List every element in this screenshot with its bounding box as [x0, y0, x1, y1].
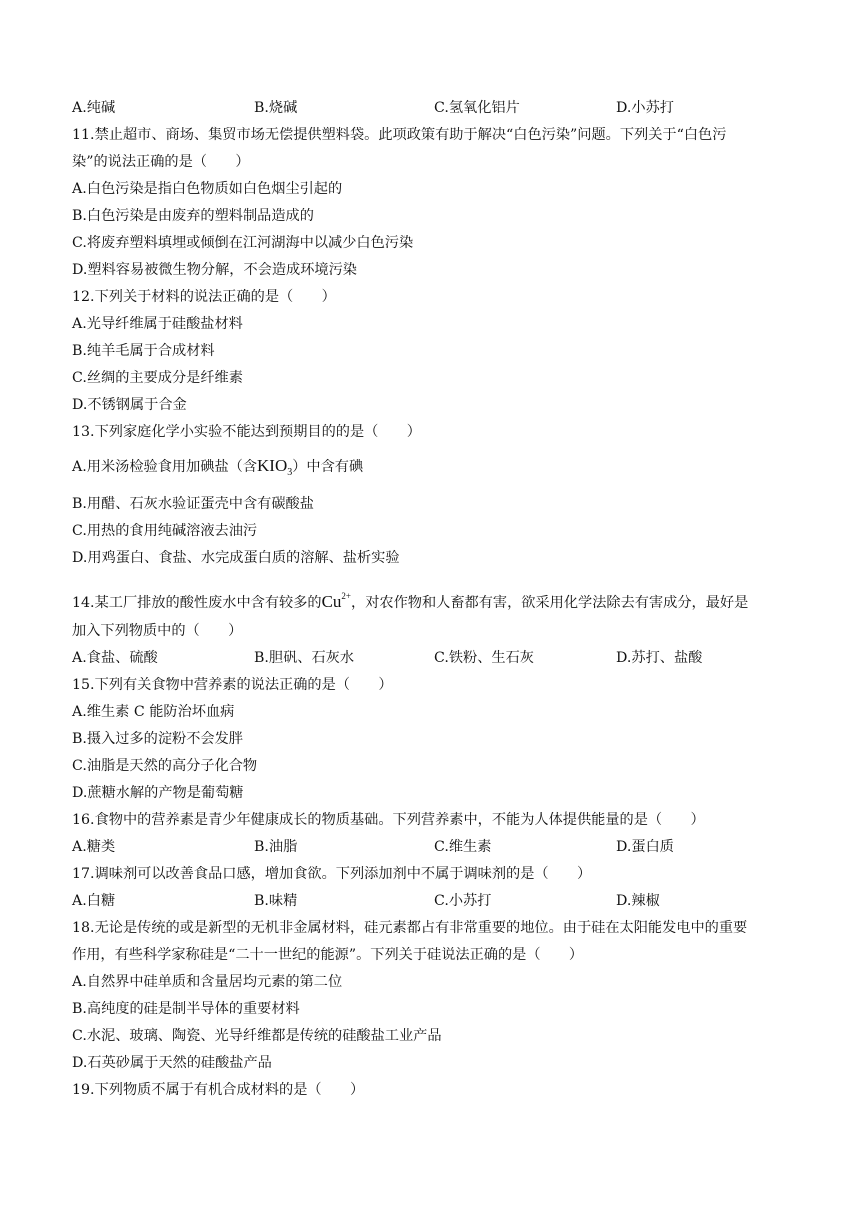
q14-stem-pre: 14.某工厂排放的酸性废水中含有较多的	[72, 595, 322, 611]
q14-stem-line1	[72, 586, 748, 613]
q17-option-c: C.小苏打	[434, 893, 492, 909]
q13-option-a	[72, 456, 363, 483]
q12-option-c: C.丝绸的主要成分是纤维素	[72, 370, 243, 386]
q16-stem: 16.食物中的营养素是青少年健康成长的物质基础。下列营养素中，不能为人体提供能量的是（ ）	[72, 812, 705, 828]
q13-formula-main: KIO	[257, 456, 288, 475]
q15-option-b: B.摄入过多的淀粉不会发胖	[72, 731, 243, 747]
q18-option-a: A.自然界中硅单质和含量居均元素的第二位	[72, 974, 343, 990]
q13-formula-kio3	[257, 456, 293, 478]
q14-option-d: D.苏打、盐酸	[616, 650, 703, 666]
q14-option-b: B.胆矾、石灰水	[254, 650, 355, 666]
q18-stem-line1: 18.无论是传统的或是新型的无机非金属材料，硅元素都占有非常重要的地位。由于硅在太阳能发电中的重要	[72, 920, 748, 936]
q13-option-a-text-pre: A.用米汤检验食用加碘盐（含	[72, 459, 258, 475]
q11-stem-line1: 11.禁止超市、商场、集贸市场无偿提供塑料袋。此项政策有助于解决“白色污染”问题。下列关于“白色污	[72, 127, 727, 143]
q13-option-c: C.用热的食用纯碱溶液去油污	[72, 523, 258, 539]
q17-option-d: D.辣椒	[616, 893, 660, 909]
q13-formula-subscript: 3	[287, 467, 293, 478]
q15-option-d: D.蔗糖水解的产物是葡萄糖	[72, 785, 244, 801]
q10-option-a: A.纯碱	[72, 100, 116, 116]
q10-option-c: C.氢氧化铝片	[434, 100, 520, 116]
q11-option-d: D.塑料容易被微生物分解，不会造成环境污染	[72, 262, 357, 278]
q16-option-c: C.维生素	[434, 839, 492, 855]
q14-option-c: C.铁粉、生石灰	[434, 650, 534, 666]
q12-stem: 12.下列关于材料的说法正确的是（ ）	[72, 289, 336, 305]
q16-option-a: A.糖类	[72, 839, 116, 855]
q11-option-a: A.白色污染是指白色物质如白色烟尘引起的	[72, 181, 343, 197]
q18-option-c: C.水泥、玻璃、陶瓷、光导纤维都是传统的硅酸盐工业产品	[72, 1028, 442, 1044]
q14-option-a: A.食盐、硫酸	[72, 650, 158, 666]
q14-formula-superscript: 2+	[341, 591, 351, 601]
q11-option-c: C.将废弃塑料填埋或倾倒在江河湖海中以减少白色污染	[72, 235, 414, 251]
q17-stem: 17.调味剂可以改善食品口感，增加食欲。下列添加剂中不属于调味剂的是（ ）	[72, 866, 592, 882]
q10-option-d: D.小苏打	[616, 100, 674, 116]
q18-option-d: D.石英砂属于天然的硅酸盐产品	[72, 1055, 272, 1071]
q14-formula-main: Cu	[321, 592, 342, 611]
q12-option-a: A.光导纤维属于硅酸盐材料	[72, 316, 243, 332]
q19-stem: 19.下列物质不属于有机合成材料的是（ ）	[72, 1082, 365, 1098]
q14-stem-line2: 加入下列物质中的（ ）	[72, 623, 243, 639]
q17-option-a: A.白糖	[72, 893, 116, 909]
q16-option-d: D.蛋白质	[616, 839, 674, 855]
q11-option-b: B.白色污染是由废弃的塑料制品造成的	[72, 208, 314, 224]
q13-option-d: D.用鸡蛋白、食盐、水完成蛋白质的溶解、盐析实验	[72, 550, 400, 566]
q13-option-a-text-post: ）中含有碘	[292, 459, 364, 475]
q15-option-c: C.油脂是天然的高分子化合物	[72, 758, 258, 774]
q16-option-b: B.油脂	[254, 839, 298, 855]
q12-option-b: B.纯羊毛属于合成材料	[72, 343, 215, 359]
q15-stem: 15.下列有关食物中营养素的说法正确的是（ ）	[72, 677, 393, 693]
q15-option-a: A.维生素 C 能防治坏血病	[72, 704, 235, 720]
q13-option-b: B.用醋、石灰水验证蛋壳中含有碳酸盐	[72, 496, 314, 512]
q14-formula-cu	[322, 592, 351, 611]
q11-stem-line2: 染”的说法正确的是（ ）	[72, 154, 250, 170]
q10-option-b: B.烧碱	[254, 100, 298, 116]
q12-option-d: D.不锈钢属于合金	[72, 397, 187, 413]
q13-stem: 13.下列家庭化学小实验不能达到预期目的的是（ ）	[72, 424, 421, 440]
q14-stem-post: ，对农作物和人畜都有害，欲采用化学法除去有害成分，最好是	[351, 595, 749, 611]
q18-stem-line2: 作用，有些科学家称硅是“二十一世纪的能源”。下列关于硅说法正确的是（ ）	[72, 947, 584, 963]
q17-option-b: B.味精	[254, 893, 298, 909]
q18-option-b: B.高纯度的硅是制半导体的重要材料	[72, 1001, 300, 1017]
